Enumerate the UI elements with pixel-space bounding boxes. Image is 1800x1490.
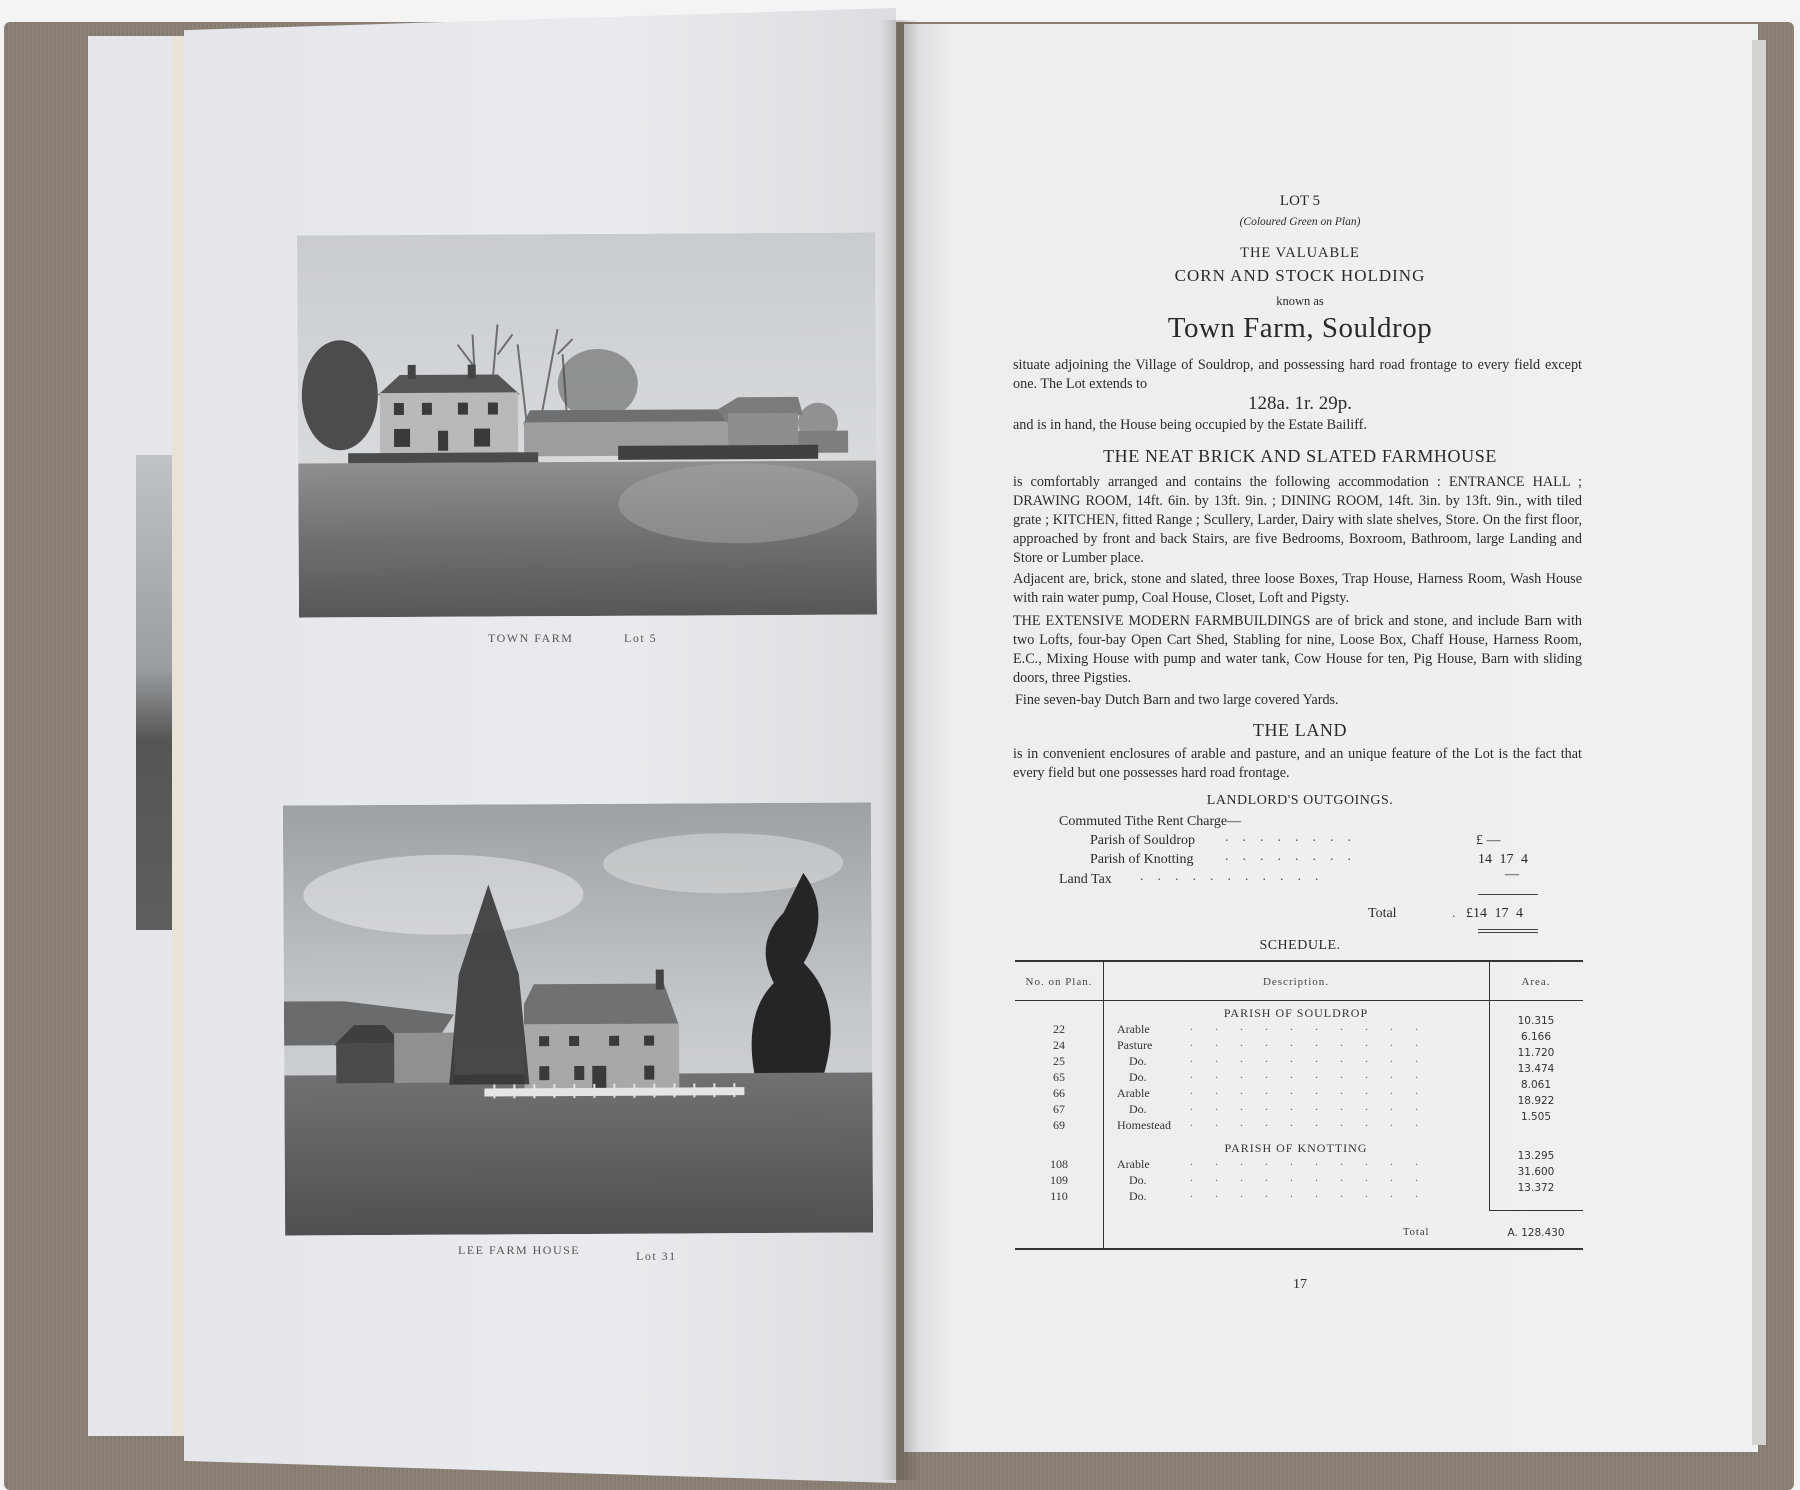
plan-number: 66 [1053,1086,1065,1100]
plan-number: 69 [1053,1118,1065,1132]
gutter-shadow [880,20,920,1480]
leader-dots: ........ [1225,830,1365,845]
in-hand-paragraph [1013,416,1582,435]
land-text: is in convenient enclosures of arable and pasture, and an unique feature of the Lot is the fact that every field but one possesses hard road frontage. [1013,746,1582,781]
description: Do. [1129,1070,1147,1084]
description: Arable [1117,1022,1150,1036]
town-farm-caption [488,631,573,646]
outgoings-title: LANDLORD'S OUTGOINGS. [1206,793,1394,808]
total-area: A. 128.430 [1507,1227,1565,1239]
land-tax-label: Land Tax [1059,872,1112,887]
farmbuildings-paragraph [1013,612,1582,688]
description: Do. [1129,1102,1147,1116]
land-paragraph [1013,745,1582,783]
total-value: £14 17 4 [1466,906,1523,921]
acreage: 128a. 1r. 29p. [1248,393,1352,414]
caption-lot: Lot 5 [624,631,658,645]
plan-number: 22 [1053,1022,1065,1036]
area-value: 18.922 [1517,1095,1555,1107]
leader-dots: .......... [1190,1170,1440,1184]
lot-note: (Coloured Green on Plan) [1239,216,1361,228]
leader-dots: .......... [1190,1019,1440,1033]
leader-dots: .......... [1190,1115,1440,1129]
col-header-area: Area. [1521,976,1551,988]
schedule-title: SCHEDULE. [1259,938,1341,953]
leader-dots: .......... [1190,1035,1440,1049]
land-tax-value: — [1505,867,1519,882]
tithe-label: Commuted Tithe Rent Charge— [1059,814,1242,829]
table-top-rule [1015,960,1583,962]
area-value: 13.372 [1517,1182,1555,1194]
total-label: Total [1368,906,1397,921]
caption-lot: Lot 31 [636,1249,677,1263]
leader-dots: .......... [1190,1186,1440,1200]
plan-number: 65 [1053,1070,1065,1084]
lee-farm-caption [458,1243,580,1258]
plan-number: 25 [1053,1054,1065,1068]
column-divider [1103,960,1104,1248]
adjacent-text: Adjacent are, brick, stone and slated, three loose Boxes, Trap House, Harness Room, Wash House with rain water pump, Coal House, Closet, Loft and Pigsty. [1013,571,1582,606]
farmbuildings-text: THE EXTENSIVE MODERN FARMBUILDINGS are of brick and stone, and include Barn with two Lofts, four-bay Open Cart Shed, Stabling for nine, Loose Box, Chaff House, Harness Room, E.C., Mixing House with pump and water tank, Cow House for ten, Pig House, Barn with sliding doors, three Pigsties. [1013,613,1582,686]
total-rule [1478,932,1538,933]
lee-farm-lot-caption [636,1249,677,1264]
total-label: Total [1403,1227,1430,1238]
in-hand-text: and is in hand, the House being occupied by the Estate Bailiff. [1013,417,1367,433]
leader-dots: .......... [1190,1099,1440,1113]
plan-number: 67 [1053,1102,1065,1116]
souldrop-label: Parish of Souldrop [1090,833,1195,848]
souldrop-value: £ — [1476,833,1501,848]
adjacent-paragraph [1013,570,1582,608]
area-value: 1.505 [1520,1111,1552,1123]
area-value: 13.295 [1517,1150,1555,1162]
col-header-plan: No. on Plan. [1025,976,1093,988]
farm-name-title: Town Farm, Souldrop [1167,312,1433,344]
description: Arable [1117,1157,1150,1171]
leader-dots: .......... [1190,1067,1440,1081]
underlying-photo-edge [136,455,176,930]
parish-knotting-label: PARISH OF KNOTTING [1224,1141,1368,1155]
plan-number: 109 [1050,1173,1068,1187]
table-bottom-rule [1015,1248,1583,1250]
leader-dots: ........... [1140,869,1333,884]
plan-number: 24 [1053,1038,1065,1052]
total-rule [1478,929,1538,930]
area-value: 6.166 [1520,1031,1552,1043]
the-valuable: THE VALUABLE [1240,245,1360,261]
town-farm-lot-caption [624,631,657,646]
leader-dots: . [1452,906,1456,921]
description: Pasture [1117,1038,1153,1052]
caption-title: TOWN FARM [488,631,574,645]
known-as: known as [1276,294,1324,308]
holding-type: CORN AND STOCK HOLDING [1174,266,1426,285]
total-rule [1489,1210,1583,1211]
area-value: 13.474 [1517,1063,1555,1075]
parish-souldrop-label: PARISH OF SOULDROP [1223,1006,1369,1020]
caption-title: LEE FARM HOUSE [458,1243,581,1257]
plan-number: 110 [1050,1189,1068,1203]
leader-dots: .......... [1190,1083,1440,1097]
intro-text: situate adjoining the Village of Souldrop, and possessing hard road frontage to every field except one. The Lot extends to [1013,357,1582,392]
area-value: 31.600 [1517,1166,1555,1178]
header-rule [1015,1000,1583,1001]
knotting-value: 14 17 4 [1478,852,1528,867]
sum-rule [1478,894,1538,895]
left-page [184,8,896,1483]
town-farm-photo [297,232,877,617]
leader-dots: .......... [1190,1051,1440,1065]
lot-heading: LOT 5 [1279,193,1321,209]
intro-paragraph [1013,356,1582,394]
lee-farm-house-photo [283,802,873,1235]
farmhouse-text: is comfortably arranged and contains the following accommodation : ENTRANCE HALL ; DRAWING ROOM, 14ft. 6in. by 13ft. 9in. ; DINING ROOM, 14ft. 3in. by 13ft. 9in., with tiled grate ; KITCHEN, fitted Range ; Scullery, Larder, Dairy with slate shelves, Store. On the first floor, approached by front and back Stairs, are five Bedrooms, Boxroom, Bathroom, large Landing and Store or Lumber place. [1013,474,1582,566]
description: Homestead [1117,1118,1171,1132]
area-value: 11.720 [1517,1047,1555,1059]
description: Do. [1129,1054,1147,1068]
page-number: 17 [1293,1277,1307,1292]
farmhouse-paragraph [1013,473,1582,568]
farmhouse-heading: THE NEAT BRICK AND SLATED FARMHOUSE [1103,446,1497,466]
land-heading: THE LAND [1252,720,1348,740]
area-value: 10.315 [1517,1015,1555,1027]
area-value: 8.061 [1520,1079,1552,1091]
description: Arable [1117,1086,1150,1100]
description: Do. [1129,1189,1147,1203]
leader-dots: .......... [1190,1154,1440,1168]
leader-dots: ........ [1225,849,1365,864]
dutch-barn-text: Fine seven-bay Dutch Barn and two large covered Yards. [1015,692,1339,708]
col-header-description: Description. [1262,976,1330,988]
description: Do. [1129,1173,1147,1187]
dutch-barn-paragraph [1015,691,1584,710]
page-edges [1752,40,1766,1445]
knotting-label: Parish of Knotting [1090,852,1194,867]
plan-number: 108 [1050,1157,1068,1171]
schedule-table [1015,960,1583,1250]
